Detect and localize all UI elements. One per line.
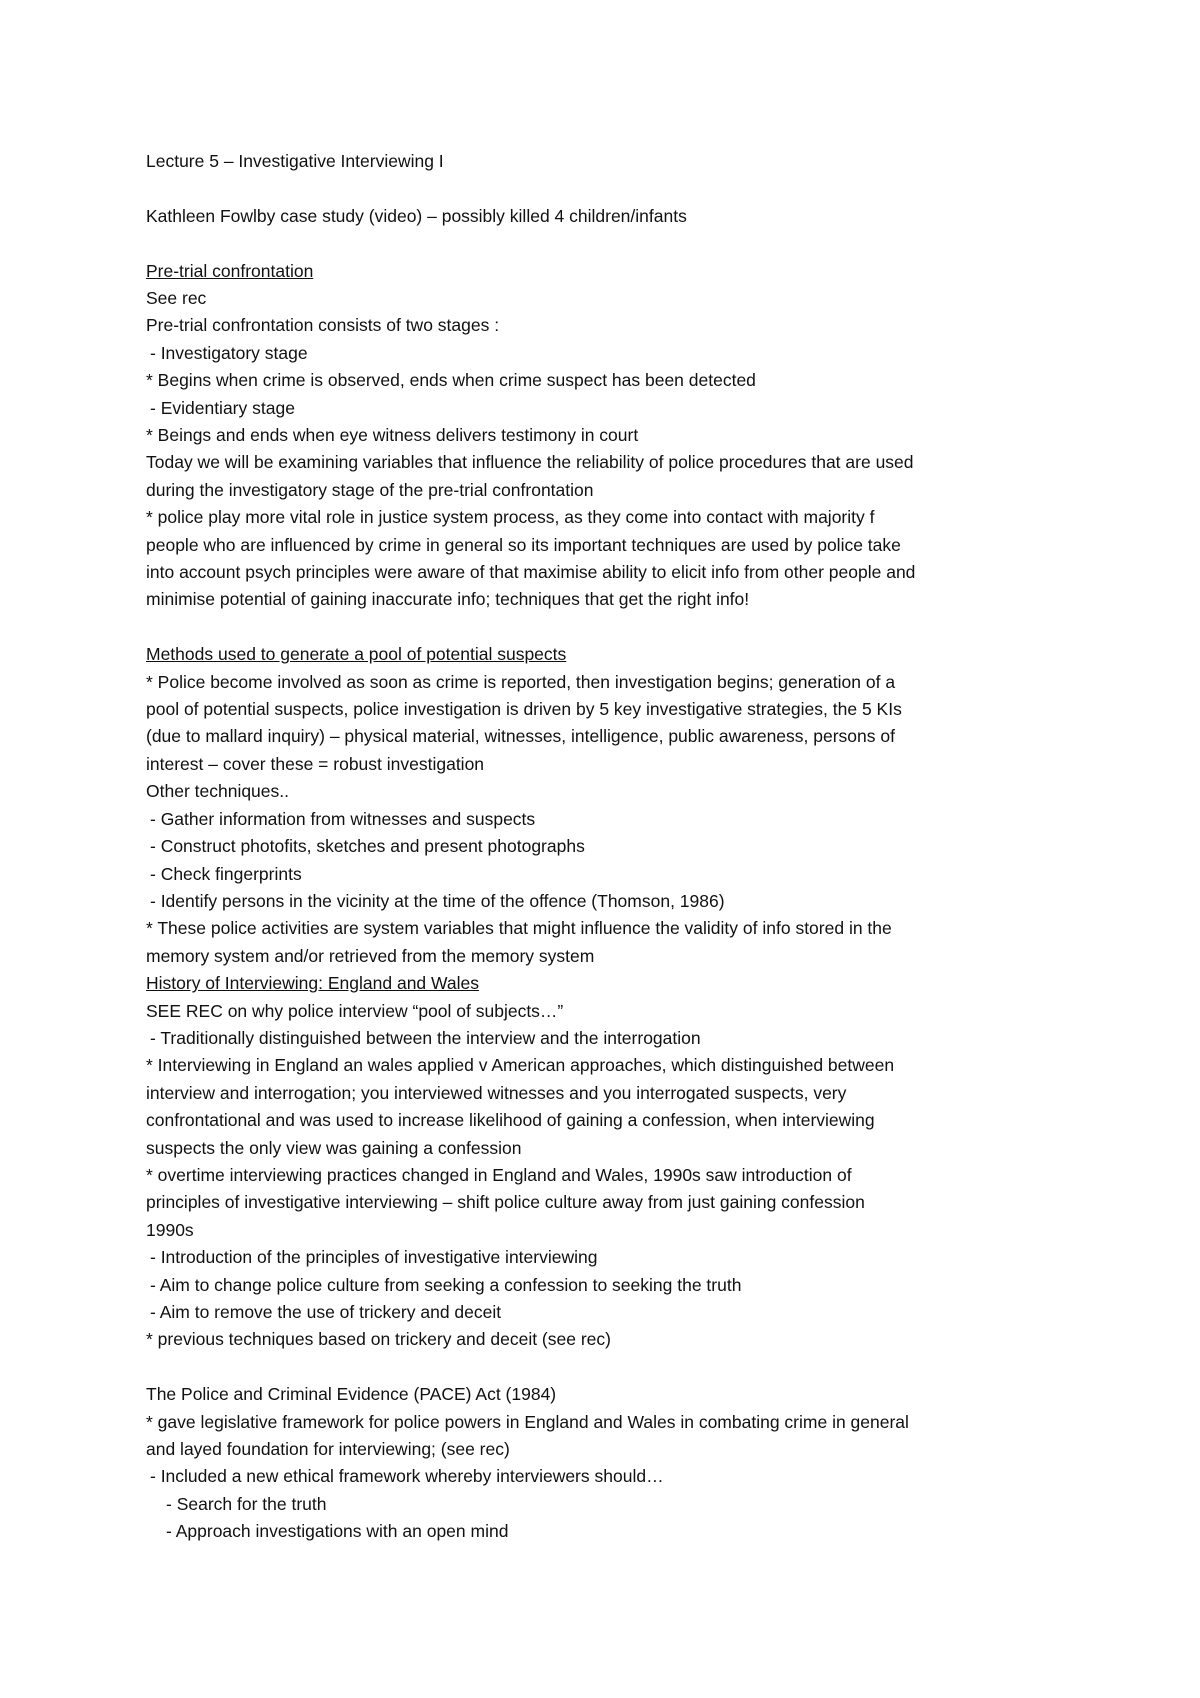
list-item: - Search for the truth	[166, 1493, 327, 1514]
spacer	[146, 614, 1076, 641]
text-line: 1990s	[146, 1219, 194, 1240]
section-heading-pretrial: Pre-trial confrontation	[146, 260, 314, 281]
list-item: - Introduction of the principles of investigative interviewing	[150, 1247, 598, 1268]
list-item: - Aim to change police culture from seeking a confession to seeking the truth	[150, 1274, 742, 1295]
list-item: - Included a new ethical framework whereby interviewers should…	[150, 1466, 664, 1487]
text-line: and layed foundation for interviewing; (see rec)	[146, 1439, 510, 1460]
list-item: - Traditionally distinguished between the interview and the interrogation	[150, 1027, 701, 1048]
intro-line: Kathleen Fowlby case study (video) – possibly killed 4 children/infants	[146, 205, 687, 226]
text-line: pool of potential suspects, police investigation is driven by 5 key investigative strategies, the 5 KIs	[146, 699, 902, 720]
text-line: * overtime interviewing practices changed in England and Wales, 1990s saw introduction of	[146, 1164, 852, 1185]
text-line: people who are influenced by crime in general so its important techniques are used by police take	[146, 534, 901, 555]
text-line: memory system and/or retrieved from the memory system	[146, 945, 595, 966]
text-line: SEE REC on why police interview “pool of subjects…”	[146, 1000, 564, 1021]
list-item: - Gather information from witnesses and suspects	[150, 808, 536, 829]
list-item: - Approach investigations with an open mind	[166, 1521, 509, 1542]
text-line: * These police activities are system variables that might influence the validity of info stored in the	[146, 918, 892, 939]
text-line: interest – cover these = robust investigation	[146, 753, 485, 774]
section-heading-pace: The Police and Criminal Evidence (PACE) Act (1984)	[146, 1384, 557, 1405]
text-line: * gave legislative framework for police powers in England and Wales in combating crime in general	[146, 1411, 909, 1432]
text-line: (due to mallard inquiry) – physical material, witnesses, intelligence, public awareness, persons of	[146, 726, 895, 747]
text-line: * Begins when crime is observed, ends when crime suspect has been detected	[146, 370, 756, 391]
text-line: Other techniques..	[146, 781, 289, 802]
page-title: Lecture 5 – Investigative Interviewing I	[146, 151, 444, 171]
text-line: confrontational and was used to increase likelihood of gaining a confession, when interviewing	[146, 1110, 875, 1131]
text-line: * Beings and ends when eye witness delivers testimony in court	[146, 425, 639, 446]
list-item: - Identify persons in the vicinity at the time of the offence (Thomson, 1986)	[150, 890, 725, 911]
text-line: interview and interrogation; you interviewed witnesses and you interrogated suspects, very	[146, 1082, 847, 1103]
list-item: - Evidentiary stage	[150, 397, 295, 418]
text-line: into account psych principles were aware of that maximise ability to elicit info from other people and	[146, 562, 916, 583]
list-item: - Construct photofits, sketches and present photographs	[150, 836, 585, 857]
text-line: * previous techniques based on trickery and deceit (see rec)	[146, 1329, 611, 1350]
text-line: * police play more vital role in justice system process, as they come into contact with majority f	[146, 507, 875, 528]
text-line: Today we will be examining variables that influence the reliability of police procedures that are used	[146, 452, 914, 473]
text-line: during the investigatory stage of the pre-trial confrontation	[146, 479, 594, 500]
text-line: * Police become involved as soon as crime is reported, then investigation begins; generation of a	[146, 671, 896, 692]
section-heading-methods: Methods used to generate a pool of potential suspects	[146, 644, 567, 665]
text-line: Pre-trial confrontation consists of two stages :	[146, 315, 500, 336]
text-line: principles of investigative interviewing – shift police culture away from just gaining confession	[146, 1192, 865, 1213]
spacer	[146, 230, 1076, 257]
section-heading-history: History of Interviewing: England and Wales	[146, 973, 479, 994]
spacer	[146, 1354, 1076, 1381]
text-line: suspects the only view was gaining a confession	[146, 1137, 522, 1158]
text-line: * Interviewing in England an wales applied v American approaches, which distinguished between	[146, 1055, 895, 1076]
list-item: - Check fingerprints	[150, 863, 302, 884]
list-item: - Investigatory stage	[150, 342, 308, 363]
text-line: See rec	[146, 288, 207, 308]
list-item: - Aim to remove the use of trickery and deceit	[150, 1302, 502, 1323]
document-body	[146, 148, 1076, 1546]
text-line: minimise potential of gaining inaccurate info; techniques that get the right info!	[146, 589, 750, 610]
